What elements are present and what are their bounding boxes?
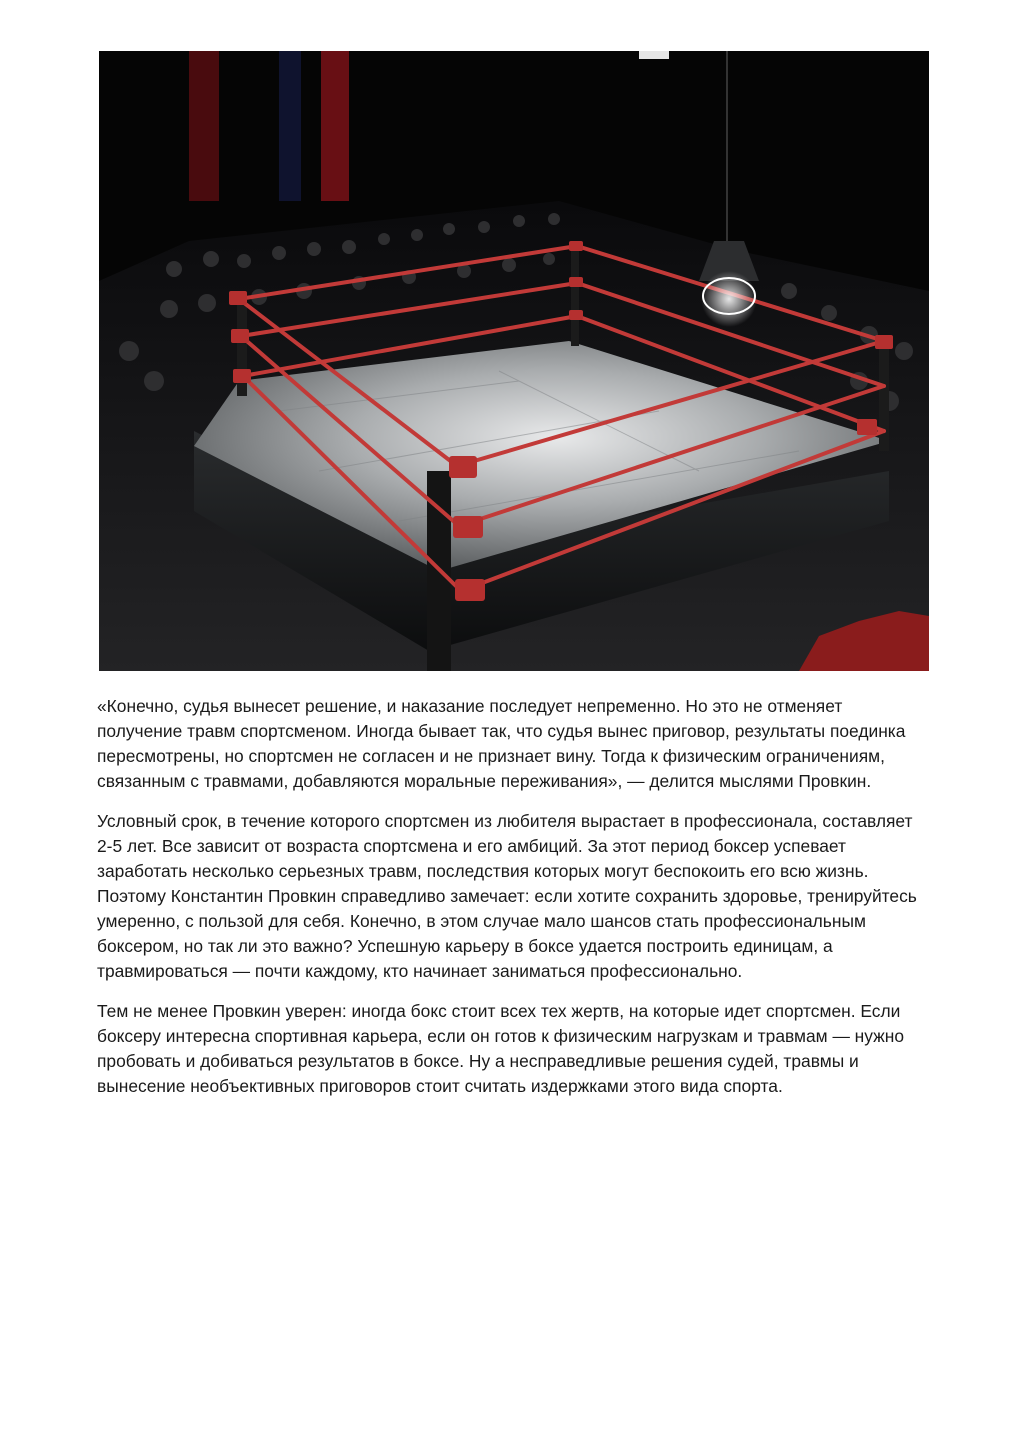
boxing-ring-photo (99, 51, 929, 671)
paragraph-career-term: Условный срок, в течение которого спортсмен из любителя вырастает в профессионала, составляет 2-5 лет. Все зависит от возраста спортсмена и его амбиций. За этот период боксер успевает заработать несколько серьезных травм, последствия которых могут беспокоить его всю жизнь. Поэтому Константин Провкин справедливо замечает: если хотите сохранить здоровье, тренируйтесь умеренно, с пользой для себя. Конечно, в этом случае мало шансов стать профессиональным боксером, но так ли это важно? Успешную карьеру в боксе удается построить единицам, а травмироваться — почти каждому, кто начинает заниматься профессионально. (97, 811, 917, 981)
paragraph-quote: «Конечно, судья вынесет решение, и наказание последует непременно. Но это не отменяет получение травм спортсменом. Иногда бывает так, что судья вынес приговор, результаты поединка пересмотрены, но спортсмен не согласен и не признает вину. Тогда к физическим ограничениям, связанным с травмами, добавляются моральные переживания», — делится мыслями Провкин. (97, 696, 906, 791)
ceiling-light (639, 51, 669, 59)
article-text (97, 694, 927, 1114)
corner-post-right (879, 341, 889, 451)
curtain-blue (279, 51, 301, 201)
curtain-right (321, 51, 349, 201)
curtain-left (189, 51, 219, 201)
paragraph-conclusion: Тем не менее Провкин уверен: иногда бокс стоит всех тех жертв, на которые идет спортсмен. Если боксеру интересна спортивная карьера, если он готов к физическим нагрузкам и травмам — нужно пробовать и добиваться результатов в боксе. Ну а несправедливые решения судей, травмы и вынесение необъективных приговоров стоит считать издержками этого вида спорта. (97, 1001, 905, 1096)
boxing-ring-illustration (99, 51, 929, 671)
corner-post-back (571, 246, 579, 346)
